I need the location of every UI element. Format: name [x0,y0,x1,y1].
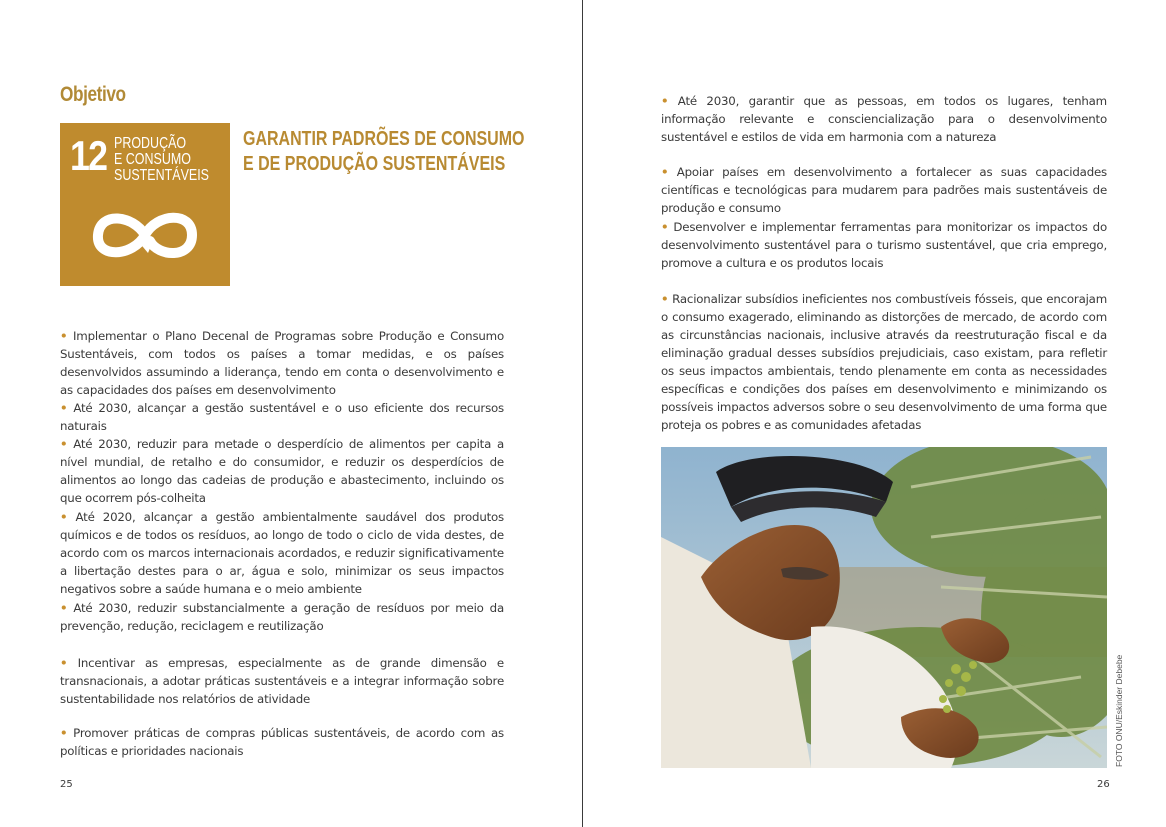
bullet-icon: • [661,292,669,306]
photo-credit: FOTO ONU/Eskinder Debebe [1114,654,1124,767]
page-number: 25 [60,779,73,790]
target-item: • Apoiar países em desenvolvimento a fortalecer as suas capacidades científicas e tecnológicas para mudarem para padrões mais sustentáveis de produção e consumo [661,165,1107,215]
sdg-label-line: SUSTENTÁVEIS [114,167,210,184]
goal-title-line: E DE PRODUÇÃO SUSTENTÁVEIS [243,153,506,175]
sdg-label [114,136,223,184]
bullet-icon: • [60,329,68,343]
target-item: • Desenvolver e implementar ferramentas para monitorizar os impactos do desenvolvimento sustentável para o turismo sustentável, que cria emprego, promove a cultura e os produtos locais [661,220,1107,270]
bullet-icon: • [60,437,68,451]
sdg-12-badge [60,123,230,286]
bullet-icon: • [60,601,68,615]
bullet-icon: • [661,220,669,234]
target-item: • Até 2030, garantir que as pessoas, em todos os lugares, tenham informação relevante e consciencialização para o desenvolvimento sustentável e estilos de vida em harmonia com a natureza [661,94,1107,144]
sdg-label-line: PRODUÇÃO [114,135,187,152]
goal-title-line: GARANTIR PADRÕES DE CONSUMO [243,128,525,150]
bullet-icon: • [661,165,669,179]
target-item: • Promover práticas de compras públicas sustentáveis, de acordo com as políticas e prioridades nacionais [60,726,504,758]
target-item: • Até 2030, alcançar a gestão sustentável e o uso eficiente dos recursos naturais [60,401,504,433]
bullet-icon: • [661,94,669,108]
sdg-number: 12 [70,132,107,179]
page-heading: Objetivo [60,83,126,106]
target-item: • Até 2020, alcançar a gestão ambientalmente saudável dos produtos químicos e de todos os resíduos, ao longo de todo o ciclo de vida destes, de acordo com os marcos internacionais acordados, e reduzir significativamente a libertação destes para o ar, água e solo, minimizar os seus impactos negativos sobre a saúde humana e o meio ambiente [60,510,504,596]
target-item: • Implementar o Plano Decenal de Programas sobre Produção e Consumo Sustentáveis, com todos os países a tomar medidas, e os países desenvolvidos assumindo a liderança, tendo em conta o desenvolvimento e as capacidades dos países em desenvolvimento [60,329,504,397]
page-number: 26 [1097,779,1110,790]
target-item: • Até 2030, reduzir para metade o desperdício de alimentos per capita a nível mundial, de retalho e do consumidor, e reduzir os desperdícios de alimentos ao longo das cadeias de produção e abastecimento, incluindo os que ocorrem pós-colheita [60,437,504,505]
target-item: • Incentivar as empresas, especialmente as de grande dimensão e transnacionais, a adotar práticas sustentáveis e a integrar informação sobre sustentabilidade nos relatórios de atividade [60,656,504,706]
farmer-olive-branch-photo [661,447,1107,768]
sdg-label-line: E CONSUMO [114,151,191,168]
page-fold-divider [582,0,583,827]
infinity-recycle-icon [88,205,202,265]
bullet-icon: • [60,510,68,524]
bullet-icon: • [60,401,68,415]
bullet-icon: • [60,726,68,740]
goal-title [243,127,525,177]
target-item: • Até 2030, reduzir substancialmente a geração de resíduos por meio da prevenção, redução, reciclagem e reutilização [60,601,504,633]
target-item: • Racionalizar subsídios ineficientes nos combustíveis fósseis, que encorajam o consumo exagerado, eliminando as distorções de mercado, de acordo com as circunstâncias nacionais, inclusive através da reestruturação fiscal e da eliminação gradual desses subsídios prejudiciais, caso existam, para refletir os seus impactos ambientais, tendo plenamente em conta as necessidades específicas e condições dos países em desenvolvimento e minimizando os possíveis impactos adversos sobre o seu desenvolvimento de uma forma que proteja os pobres e as comunidades afetadas [661,292,1108,432]
bullet-icon: • [60,656,68,670]
